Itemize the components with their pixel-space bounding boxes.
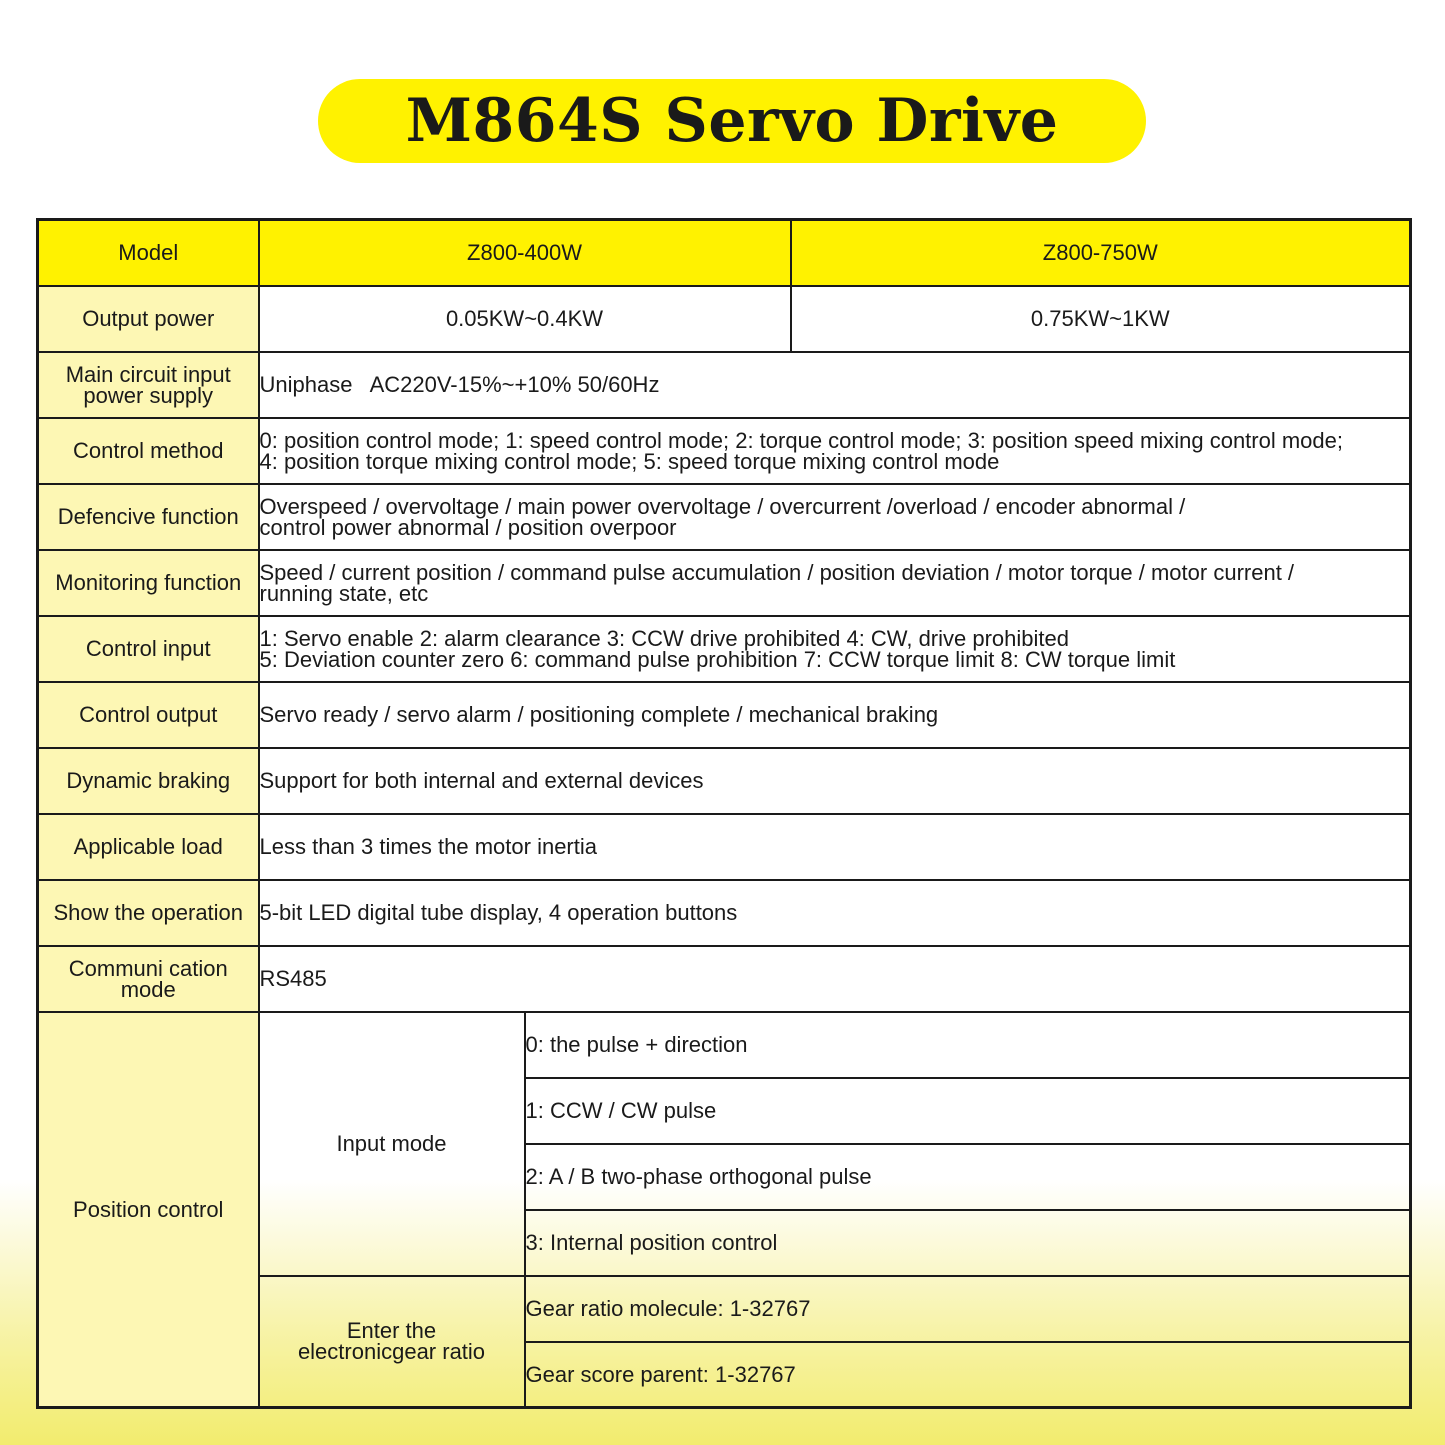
table-row	[38, 484, 1411, 550]
input-mode-label: Input mode	[259, 1012, 525, 1276]
row-value	[259, 352, 1411, 418]
row-value-750w: 0.75KW~1KW	[791, 286, 1411, 352]
row-value-line: running state, etc	[259, 580, 429, 606]
row-label: Output power	[38, 286, 259, 352]
row-label-line: power supply	[83, 382, 214, 408]
table-row	[38, 814, 1411, 880]
row-label: Control method	[38, 418, 259, 484]
table-row	[38, 880, 1411, 946]
gear-ratio-label-line: Enter the	[346, 1318, 437, 1344]
row-value	[259, 616, 1411, 682]
row-value-line: 4: position torque mixing control mode; 5: speed torque mixing control mode	[259, 448, 1000, 474]
table-row	[38, 352, 1411, 418]
header-col-z800-400w: Z800-400W	[259, 220, 791, 286]
gear-ratio-item: Gear score parent: 1-32767	[525, 1342, 1411, 1408]
table-row	[38, 748, 1411, 814]
table-row	[38, 946, 1411, 1012]
row-value: Less than 3 times the motor inertia	[259, 814, 1411, 880]
row-value-line: 5: Deviation counter zero 6: command pulse prohibition 7: CCW torque limit 8: CW torque limit	[259, 646, 1176, 672]
table-row	[38, 682, 1411, 748]
table-row	[38, 1012, 1411, 1078]
row-value: Support for both internal and external devices	[259, 748, 1411, 814]
gear-ratio-item: Gear ratio molecule: 1-32767	[525, 1276, 1411, 1342]
row-label: Show the operation	[38, 880, 259, 946]
row-value-line: Speed / current position / command pulse accumulation / position deviation / motor torque / motor current /	[259, 559, 1295, 585]
row-value-line: Overspeed / overvoltage / main power overvoltage / overcurrent /overload / encoder abnormal /	[259, 493, 1186, 519]
row-label-line: Communi cation	[68, 955, 228, 981]
position-control-label: Position control	[38, 1012, 259, 1408]
row-label: Defencive function	[38, 484, 259, 550]
row-value	[259, 418, 1411, 484]
table-row	[38, 418, 1411, 484]
table-row	[38, 286, 1411, 352]
spec-table	[36, 218, 1412, 1409]
row-value-400w: 0.05KW~0.4KW	[259, 286, 791, 352]
header-model-label: Model	[38, 220, 259, 286]
row-value-line: 0: position control mode; 1: speed control mode; 2: torque control mode; 3: position speed mixing control mode;	[259, 427, 1343, 453]
table-row	[38, 616, 1411, 682]
row-label: Dynamic braking	[38, 748, 259, 814]
gear-ratio-label	[259, 1276, 525, 1408]
header-col-z800-750w: Z800-750W	[791, 220, 1411, 286]
row-label: Control output	[38, 682, 259, 748]
row-value: Servo ready / servo alarm / positioning complete / mechanical braking	[259, 682, 1411, 748]
row-value	[259, 484, 1411, 550]
input-mode-item: 1: CCW / CW pulse	[525, 1078, 1411, 1144]
row-label-line: Main circuit input	[65, 361, 231, 387]
row-label	[38, 352, 259, 418]
gear-ratio-label-line: electronicgear ratio	[297, 1339, 486, 1365]
row-value: RS485	[259, 946, 1411, 1012]
row-label-line: mode	[120, 976, 176, 1002]
input-mode-item: 0: the pulse + direction	[525, 1012, 1411, 1078]
row-value-line: Uniphase AC220V-15%~+10% 50/60Hz	[259, 372, 660, 397]
row-value: 5-bit LED digital tube display, 4 operation buttons	[259, 880, 1411, 946]
page-title: M864S Servo Drive	[405, 86, 1059, 156]
row-value-line: 1: Servo enable 2: alarm clearance 3: CCW drive prohibited 4: CW, drive prohibited	[259, 625, 1069, 651]
table-row	[38, 550, 1411, 616]
title-banner	[318, 79, 1146, 163]
table-header-row	[38, 220, 1411, 286]
input-mode-item: 3: Internal position control	[525, 1210, 1411, 1276]
row-label: Control input	[38, 616, 259, 682]
row-value	[259, 550, 1411, 616]
row-label: Monitoring function	[38, 550, 259, 616]
row-label: Applicable load	[38, 814, 259, 880]
row-label	[38, 946, 259, 1012]
row-value-line: control power abnormal / position overpoor	[259, 514, 677, 540]
input-mode-item: 2: A / B two-phase orthogonal pulse	[525, 1144, 1411, 1210]
